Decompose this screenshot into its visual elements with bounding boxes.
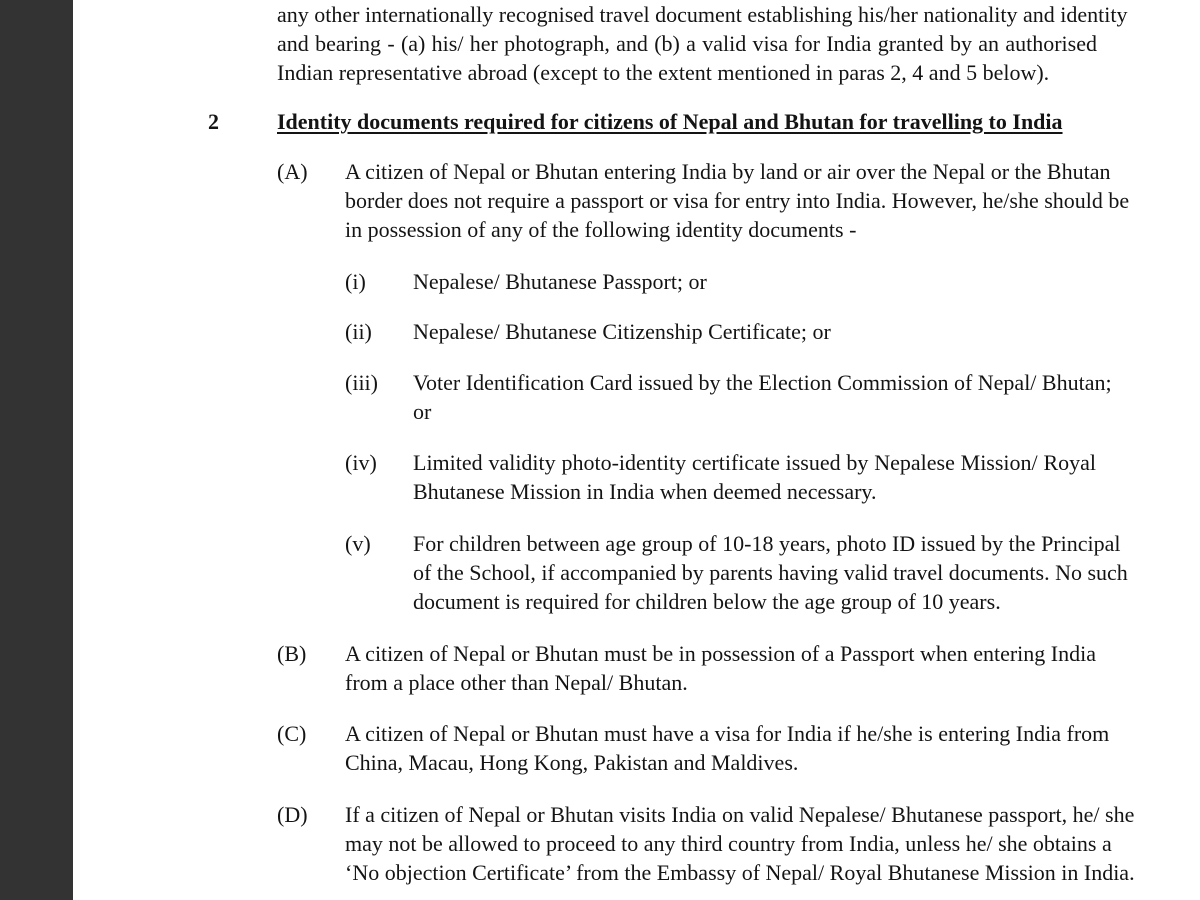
- item-line: ‘No objection Certificate’ from the Embassy of Nepal/ Royal Bhutanese Mission in India.: [345, 860, 1135, 885]
- subitem-line: document is required for children below the age group of 10 years.: [413, 589, 1001, 614]
- section-number: 2: [208, 109, 219, 134]
- intro-line: any other internationally recognised travel document establishing his/her nationality and identity: [277, 2, 1128, 27]
- item-label-d: (D): [277, 802, 308, 827]
- item-line: China, Macau, Hong Kong, Pakistan and Maldives.: [345, 750, 799, 775]
- item-line: border does not require a passport or visa for entry into India. However, he/she should be: [345, 188, 1130, 213]
- item-line: from a place other than Nepal/ Bhutan.: [345, 670, 688, 695]
- subitem-line: Voter Identification Card issued by the Election Commission of Nepal/ Bhutan;: [413, 370, 1112, 395]
- subitem-text-i: [413, 267, 1096, 296]
- subitem-text-v: [413, 529, 1128, 616]
- subitem-text-iii: [413, 368, 1112, 426]
- subitem-label-iii: (iii): [345, 370, 378, 395]
- subitem-line: Nepalese/ Bhutanese Passport; or: [413, 269, 707, 294]
- item-line: in possession of any of the following identity documents -: [345, 217, 857, 242]
- intro-line: Indian representative abroad (except to the extent mentioned in paras 2, 4 and 5 below).: [277, 60, 1050, 85]
- subitem-text-iv: [413, 448, 1096, 506]
- subitem-label-v: (v): [345, 531, 371, 556]
- subitem-line: Limited validity photo-identity certificate issued by Nepalese Mission/ Royal: [413, 450, 1096, 475]
- subitem-line: or: [413, 399, 432, 424]
- subitem-line: of the School, if accompanied by parents having valid travel documents. No such: [413, 560, 1128, 585]
- section-title: Identity documents required for citizens of Nepal and Bhutan for travelling to India: [277, 109, 1063, 134]
- subitem-label-i: (i): [345, 269, 366, 294]
- subitem-line: Bhutanese Mission in India when deemed necessary.: [413, 479, 877, 504]
- subitem-text-ii: [413, 317, 1096, 346]
- item-text-a: [345, 157, 1130, 244]
- item-line: A citizen of Nepal or Bhutan must be in possession of a Passport when entering India: [345, 641, 1096, 666]
- item-label-b: (B): [277, 641, 307, 666]
- subitem-label-iv: (iv): [345, 450, 377, 475]
- document-page: [73, 0, 1200, 900]
- intro-paragraph: [277, 0, 1128, 87]
- item-line: A citizen of Nepal or Bhutan entering India by land or air over the Nepal or the Bhutan: [345, 159, 1111, 184]
- intro-line: and bearing - (a) his/ her photograph, and (b) a valid visa for India granted by an authorised: [277, 31, 1097, 56]
- item-line: A citizen of Nepal or Bhutan must have a visa for India if he/she is entering India from: [345, 721, 1110, 746]
- item-text-c: [345, 719, 1110, 777]
- item-line: may not be allowed to proceed to any third country from India, unless he/ she obtains a: [345, 831, 1112, 856]
- item-text-d: [345, 800, 1135, 887]
- subitem-line: Nepalese/ Bhutanese Citizenship Certificate; or: [413, 319, 831, 344]
- item-label-c: (C): [277, 721, 307, 746]
- item-line: If a citizen of Nepal or Bhutan visits India on valid Nepalese/ Bhutanese passport, he/ she: [345, 802, 1135, 827]
- subitem-label-ii: (ii): [345, 319, 372, 344]
- subitem-line: For children between age group of 10-18 years, photo ID issued by the Principal: [413, 531, 1121, 556]
- item-text-b: [345, 639, 1096, 697]
- item-label-a: (A): [277, 159, 308, 184]
